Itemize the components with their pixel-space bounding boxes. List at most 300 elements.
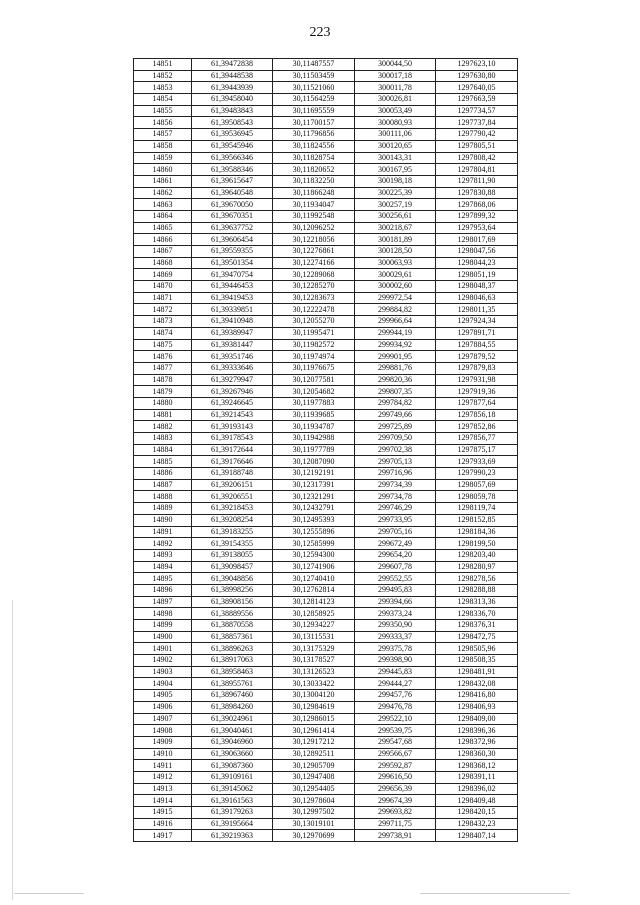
y-coordinate-cell: 1297623,10: [436, 59, 518, 71]
longitude-cell: 30,13033422: [273, 678, 355, 690]
table-row: [134, 82, 518, 94]
y-coordinate-cell: 1298420,15: [436, 807, 518, 819]
point-number-cell: 14898: [134, 608, 192, 620]
table-row: [134, 725, 518, 737]
x-coordinate-cell: 299444,27: [355, 678, 436, 690]
latitude-cell: 61,39145062: [192, 783, 273, 795]
latitude-cell: 61,39214543: [192, 409, 273, 421]
latitude-cell: 61,39333646: [192, 362, 273, 374]
latitude-cell: 61,39545946: [192, 140, 273, 152]
y-coordinate-cell: 1297805,51: [436, 140, 518, 152]
x-coordinate-cell: 300257,19: [355, 199, 436, 211]
latitude-cell: 61,39179263: [192, 807, 273, 819]
point-number-cell: 14912: [134, 771, 192, 783]
y-coordinate-cell: 1297856,77: [436, 433, 518, 445]
longitude-cell: 30,11866248: [273, 187, 355, 199]
x-coordinate-cell: 299693,82: [355, 807, 436, 819]
point-number-cell: 14899: [134, 620, 192, 632]
longitude-cell: 30,11700157: [273, 117, 355, 129]
coordinates-table: [133, 58, 518, 842]
y-coordinate-cell: 1297953,64: [436, 222, 518, 234]
point-number-cell: 14885: [134, 456, 192, 468]
table-row: [134, 620, 518, 632]
longitude-cell: 30,12858925: [273, 608, 355, 620]
y-coordinate-cell: 1297879,52: [436, 351, 518, 363]
latitude-cell: 61,39458040: [192, 94, 273, 106]
x-coordinate-cell: 299784,82: [355, 397, 436, 409]
latitude-cell: 61,38967460: [192, 690, 273, 702]
table-row: [134, 561, 518, 573]
point-number-cell: 14910: [134, 748, 192, 760]
y-coordinate-cell: 1297830,88: [436, 187, 518, 199]
point-number-cell: 14888: [134, 491, 192, 503]
table-row: [134, 807, 518, 819]
y-coordinate-cell: 1298199,50: [436, 538, 518, 550]
point-number-cell: 14859: [134, 152, 192, 164]
x-coordinate-cell: 299733,95: [355, 514, 436, 526]
x-coordinate-cell: 299972,54: [355, 292, 436, 304]
table-row: [134, 631, 518, 643]
latitude-cell: 61,39206151: [192, 479, 273, 491]
table-row: [134, 210, 518, 222]
table-row: [134, 468, 518, 480]
longitude-cell: 30,12917212: [273, 736, 355, 748]
table-row: [134, 433, 518, 445]
x-coordinate-cell: 299738,91: [355, 830, 436, 842]
point-number-cell: 14907: [134, 713, 192, 725]
y-coordinate-cell: 1298409,48: [436, 795, 518, 807]
y-coordinate-cell: 1298432,23: [436, 818, 518, 830]
point-number-cell: 14916: [134, 818, 192, 830]
latitude-cell: 61,39087360: [192, 760, 273, 772]
x-coordinate-cell: 300218,67: [355, 222, 436, 234]
point-number-cell: 14902: [134, 655, 192, 667]
table-row: [134, 199, 518, 211]
y-coordinate-cell: 1298184,36: [436, 526, 518, 538]
point-number-cell: 14869: [134, 269, 192, 281]
table-row: [134, 269, 518, 281]
point-number-cell: 14901: [134, 643, 192, 655]
longitude-cell: 30,11828754: [273, 152, 355, 164]
x-coordinate-cell: 299616,50: [355, 771, 436, 783]
longitude-cell: 30,11695559: [273, 105, 355, 117]
table-row: [134, 783, 518, 795]
latitude-cell: 61,39508543: [192, 117, 273, 129]
y-coordinate-cell: 1297924,34: [436, 316, 518, 328]
y-coordinate-cell: 1298360,30: [436, 748, 518, 760]
table-row: [134, 678, 518, 690]
point-number-cell: 14908: [134, 725, 192, 737]
x-coordinate-cell: 299522,10: [355, 713, 436, 725]
table-row: [134, 643, 518, 655]
y-coordinate-cell: 1297933,69: [436, 456, 518, 468]
y-coordinate-cell: 1298391,11: [436, 771, 518, 783]
x-coordinate-cell: 299476,78: [355, 701, 436, 713]
x-coordinate-cell: 299881,76: [355, 362, 436, 374]
coordinates-table-body: [134, 59, 518, 842]
longitude-cell: 30,13115531: [273, 631, 355, 643]
point-number-cell: 14857: [134, 129, 192, 141]
x-coordinate-cell: 300063,93: [355, 257, 436, 269]
latitude-cell: 61,39381447: [192, 339, 273, 351]
y-coordinate-cell: 1297884,55: [436, 339, 518, 351]
point-number-cell: 14879: [134, 386, 192, 398]
point-number-cell: 14881: [134, 409, 192, 421]
y-coordinate-cell: 1298508,35: [436, 655, 518, 667]
table-row: [134, 397, 518, 409]
point-number-cell: 14905: [134, 690, 192, 702]
latitude-cell: 61,39606454: [192, 234, 273, 246]
x-coordinate-cell: 299495,83: [355, 584, 436, 596]
longitude-cell: 30,12961414: [273, 725, 355, 737]
point-number-cell: 14862: [134, 187, 192, 199]
longitude-cell: 30,11977883: [273, 397, 355, 409]
latitude-cell: 61,39154355: [192, 538, 273, 550]
latitude-cell: 61,38998256: [192, 584, 273, 596]
y-coordinate-cell: 1297877,64: [436, 397, 518, 409]
y-coordinate-cell: 1297919,36: [436, 386, 518, 398]
table-row: [134, 771, 518, 783]
page-number: 223: [309, 25, 331, 40]
table-row: [134, 304, 518, 316]
x-coordinate-cell: 299539,75: [355, 725, 436, 737]
point-number-cell: 14855: [134, 105, 192, 117]
table-row: [134, 70, 518, 82]
point-number-cell: 14915: [134, 807, 192, 819]
x-coordinate-cell: 300002,60: [355, 281, 436, 293]
x-coordinate-cell: 299398,90: [355, 655, 436, 667]
y-coordinate-cell: 1297868,06: [436, 199, 518, 211]
table-row: [134, 701, 518, 713]
y-coordinate-cell: 1298336,70: [436, 608, 518, 620]
x-coordinate-cell: 299807,35: [355, 386, 436, 398]
latitude-cell: 61,39470754: [192, 269, 273, 281]
longitude-cell: 30,12192191: [273, 468, 355, 480]
y-coordinate-cell: 1298407,14: [436, 830, 518, 842]
latitude-cell: 61,39448538: [192, 70, 273, 82]
y-coordinate-cell: 1297630,80: [436, 70, 518, 82]
x-coordinate-cell: 299711,75: [355, 818, 436, 830]
point-number-cell: 14877: [134, 362, 192, 374]
table-row: [134, 59, 518, 71]
point-number-cell: 14864: [134, 210, 192, 222]
point-number-cell: 14883: [134, 433, 192, 445]
longitude-cell: 30,12954405: [273, 783, 355, 795]
point-number-cell: 14895: [134, 573, 192, 585]
x-coordinate-cell: 300225,39: [355, 187, 436, 199]
point-number-cell: 14913: [134, 783, 192, 795]
x-coordinate-cell: 300044,50: [355, 59, 436, 71]
x-coordinate-cell: 299705,13: [355, 456, 436, 468]
x-coordinate-cell: 299702,38: [355, 444, 436, 456]
scan-footer-line-left: [14, 893, 84, 894]
latitude-cell: 61,39670351: [192, 210, 273, 222]
x-coordinate-cell: 299607,78: [355, 561, 436, 573]
point-number-cell: 14871: [134, 292, 192, 304]
latitude-cell: 61,39566346: [192, 152, 273, 164]
table-row: [134, 491, 518, 503]
longitude-cell: 30,11992548: [273, 210, 355, 222]
point-number-cell: 14867: [134, 246, 192, 258]
table-row: [134, 713, 518, 725]
table-row: [134, 748, 518, 760]
table-row: [134, 175, 518, 187]
y-coordinate-cell: 1298505,96: [436, 643, 518, 655]
y-coordinate-cell: 1298406,93: [436, 701, 518, 713]
y-coordinate-cell: 1298288,88: [436, 584, 518, 596]
x-coordinate-cell: 299820,36: [355, 374, 436, 386]
y-coordinate-cell: 1298057,69: [436, 479, 518, 491]
y-coordinate-cell: 1298472,75: [436, 631, 518, 643]
scan-margin-line: [12, 600, 13, 900]
y-coordinate-cell: 1298047,56: [436, 246, 518, 258]
longitude-cell: 30,12762814: [273, 584, 355, 596]
y-coordinate-cell: 1298059,78: [436, 491, 518, 503]
point-number-cell: 14856: [134, 117, 192, 129]
x-coordinate-cell: 299654,20: [355, 549, 436, 561]
x-coordinate-cell: 299934,92: [355, 339, 436, 351]
longitude-cell: 30,11824556: [273, 140, 355, 152]
point-number-cell: 14897: [134, 596, 192, 608]
point-number-cell: 14906: [134, 701, 192, 713]
point-number-cell: 14882: [134, 421, 192, 433]
longitude-cell: 30,12741906: [273, 561, 355, 573]
latitude-cell: 61,39615647: [192, 175, 273, 187]
point-number-cell: 14870: [134, 281, 192, 293]
longitude-cell: 30,12096252: [273, 222, 355, 234]
table-row: [134, 327, 518, 339]
longitude-cell: 30,12274166: [273, 257, 355, 269]
longitude-cell: 30,11796856: [273, 129, 355, 141]
y-coordinate-cell: 1297856,18: [436, 409, 518, 421]
latitude-cell: 61,39218453: [192, 503, 273, 515]
table-row: [134, 736, 518, 748]
latitude-cell: 61,38917063: [192, 655, 273, 667]
y-coordinate-cell: 1298011,35: [436, 304, 518, 316]
longitude-cell: 30,12087090: [273, 456, 355, 468]
table-row: [134, 222, 518, 234]
table-row: [134, 608, 518, 620]
longitude-cell: 30,12222478: [273, 304, 355, 316]
latitude-cell: 61,39024961: [192, 713, 273, 725]
y-coordinate-cell: 1298368,12: [436, 760, 518, 772]
point-number-cell: 14854: [134, 94, 192, 106]
latitude-cell: 61,39446453: [192, 281, 273, 293]
longitude-cell: 30,13178527: [273, 655, 355, 667]
point-number-cell: 14875: [134, 339, 192, 351]
latitude-cell: 61,39419453: [192, 292, 273, 304]
y-coordinate-cell: 1297734,57: [436, 105, 518, 117]
point-number-cell: 14892: [134, 538, 192, 550]
longitude-cell: 30,12077581: [273, 374, 355, 386]
y-coordinate-cell: 1298203,40: [436, 549, 518, 561]
latitude-cell: 61,39195664: [192, 818, 273, 830]
x-coordinate-cell: 299394,66: [355, 596, 436, 608]
latitude-cell: 61,39219363: [192, 830, 273, 842]
table-row: [134, 117, 518, 129]
y-coordinate-cell: 1298152,85: [436, 514, 518, 526]
latitude-cell: 61,39351746: [192, 351, 273, 363]
table-row: [134, 655, 518, 667]
longitude-cell: 30,12997502: [273, 807, 355, 819]
table-row: [134, 140, 518, 152]
x-coordinate-cell: 299944,19: [355, 327, 436, 339]
y-coordinate-cell: 1297737,84: [436, 117, 518, 129]
point-number-cell: 14894: [134, 561, 192, 573]
y-coordinate-cell: 1297640,05: [436, 82, 518, 94]
point-number-cell: 14860: [134, 164, 192, 176]
latitude-cell: 61,39208254: [192, 514, 273, 526]
x-coordinate-cell: 300111,06: [355, 129, 436, 141]
table-row: [134, 187, 518, 199]
y-coordinate-cell: 1298280,97: [436, 561, 518, 573]
table-row: [134, 386, 518, 398]
table-row: [134, 444, 518, 456]
x-coordinate-cell: 299566,67: [355, 748, 436, 760]
point-number-cell: 14868: [134, 257, 192, 269]
table-row: [134, 456, 518, 468]
longitude-cell: 30,12934227: [273, 620, 355, 632]
x-coordinate-cell: 299375,78: [355, 643, 436, 655]
x-coordinate-cell: 299373,24: [355, 608, 436, 620]
longitude-cell: 30,11832250: [273, 175, 355, 187]
point-number-cell: 14890: [134, 514, 192, 526]
x-coordinate-cell: 299746,29: [355, 503, 436, 515]
latitude-cell: 61,39183255: [192, 526, 273, 538]
y-coordinate-cell: 1298376,31: [436, 620, 518, 632]
point-number-cell: 14891: [134, 526, 192, 538]
longitude-cell: 30,12321291: [273, 491, 355, 503]
x-coordinate-cell: 299674,39: [355, 795, 436, 807]
longitude-cell: 30,12276861: [273, 246, 355, 258]
table-row: [134, 818, 518, 830]
y-coordinate-cell: 1298313,36: [436, 596, 518, 608]
point-number-cell: 14893: [134, 549, 192, 561]
latitude-cell: 61,38908156: [192, 596, 273, 608]
y-coordinate-cell: 1298017,69: [436, 234, 518, 246]
y-coordinate-cell: 1298119,74: [436, 503, 518, 515]
table-row: [134, 421, 518, 433]
longitude-cell: 30,11934787: [273, 421, 355, 433]
x-coordinate-cell: 299350,90: [355, 620, 436, 632]
y-coordinate-cell: 1297663,59: [436, 94, 518, 106]
longitude-cell: 30,11942988: [273, 433, 355, 445]
longitude-cell: 30,12978604: [273, 795, 355, 807]
latitude-cell: 61,39501354: [192, 257, 273, 269]
x-coordinate-cell: 300256,61: [355, 210, 436, 222]
longitude-cell: 30,12814123: [273, 596, 355, 608]
point-number-cell: 14861: [134, 175, 192, 187]
y-coordinate-cell: 1298481,91: [436, 666, 518, 678]
latitude-cell: 61,39483843: [192, 105, 273, 117]
latitude-cell: 61,38857361: [192, 631, 273, 643]
longitude-cell: 30,13019101: [273, 818, 355, 830]
longitude-cell: 30,12905709: [273, 760, 355, 772]
x-coordinate-cell: 300143,31: [355, 152, 436, 164]
latitude-cell: 61,39246645: [192, 397, 273, 409]
point-number-cell: 14872: [134, 304, 192, 316]
latitude-cell: 61,38958463: [192, 666, 273, 678]
longitude-cell: 30,11820652: [273, 164, 355, 176]
longitude-cell: 30,11976675: [273, 362, 355, 374]
point-number-cell: 14884: [134, 444, 192, 456]
latitude-cell: 61,39193143: [192, 421, 273, 433]
table-row: [134, 246, 518, 258]
latitude-cell: 61,39559355: [192, 246, 273, 258]
longitude-cell: 30,13175329: [273, 643, 355, 655]
latitude-cell: 61,38896263: [192, 643, 273, 655]
longitude-cell: 30,12054682: [273, 386, 355, 398]
table-row: [134, 549, 518, 561]
longitude-cell: 30,13126523: [273, 666, 355, 678]
table-row: [134, 257, 518, 269]
longitude-cell: 30,12984619: [273, 701, 355, 713]
table-row: [134, 351, 518, 363]
y-coordinate-cell: 1298372,96: [436, 736, 518, 748]
point-number-cell: 14878: [134, 374, 192, 386]
point-number-cell: 14876: [134, 351, 192, 363]
table-row: [134, 690, 518, 702]
longitude-cell: 30,12495393: [273, 514, 355, 526]
longitude-cell: 30,12555896: [273, 526, 355, 538]
table-row: [134, 362, 518, 374]
x-coordinate-cell: 299734,39: [355, 479, 436, 491]
table-row: [134, 596, 518, 608]
point-number-cell: 14889: [134, 503, 192, 515]
latitude-cell: 61,38889556: [192, 608, 273, 620]
x-coordinate-cell: 300080,93: [355, 117, 436, 129]
x-coordinate-cell: 300198,18: [355, 175, 436, 187]
point-number-cell: 14886: [134, 468, 192, 480]
point-number-cell: 14911: [134, 760, 192, 772]
y-coordinate-cell: 1298432,08: [436, 678, 518, 690]
table-row: [134, 339, 518, 351]
longitude-cell: 30,12055270: [273, 316, 355, 328]
table-row: [134, 374, 518, 386]
x-coordinate-cell: 299725,89: [355, 421, 436, 433]
longitude-cell: 30,11995471: [273, 327, 355, 339]
point-number-cell: 14903: [134, 666, 192, 678]
point-number-cell: 14900: [134, 631, 192, 643]
longitude-cell: 30,11521060: [273, 82, 355, 94]
y-coordinate-cell: 1297804,81: [436, 164, 518, 176]
point-number-cell: 14909: [134, 736, 192, 748]
longitude-cell: 30,11982572: [273, 339, 355, 351]
latitude-cell: 61,39048856: [192, 573, 273, 585]
latitude-cell: 61,38870558: [192, 620, 273, 632]
x-coordinate-cell: 299333,37: [355, 631, 436, 643]
table-row: [134, 538, 518, 550]
point-number-cell: 14863: [134, 199, 192, 211]
point-number-cell: 14917: [134, 830, 192, 842]
table-row: [134, 573, 518, 585]
longitude-cell: 30,12317391: [273, 479, 355, 491]
x-coordinate-cell: 300011,78: [355, 82, 436, 94]
longitude-cell: 30,12432791: [273, 503, 355, 515]
table-row: [134, 234, 518, 246]
longitude-cell: 30,12892511: [273, 748, 355, 760]
x-coordinate-cell: 300017,18: [355, 70, 436, 82]
longitude-cell: 30,13004120: [273, 690, 355, 702]
latitude-cell: 61,39176646: [192, 456, 273, 468]
table-row: [134, 281, 518, 293]
latitude-cell: 61,39279947: [192, 374, 273, 386]
table-row: [134, 503, 518, 515]
longitude-cell: 30,11977789: [273, 444, 355, 456]
latitude-cell: 61,39172644: [192, 444, 273, 456]
table-row: [134, 514, 518, 526]
x-coordinate-cell: 299966,64: [355, 316, 436, 328]
